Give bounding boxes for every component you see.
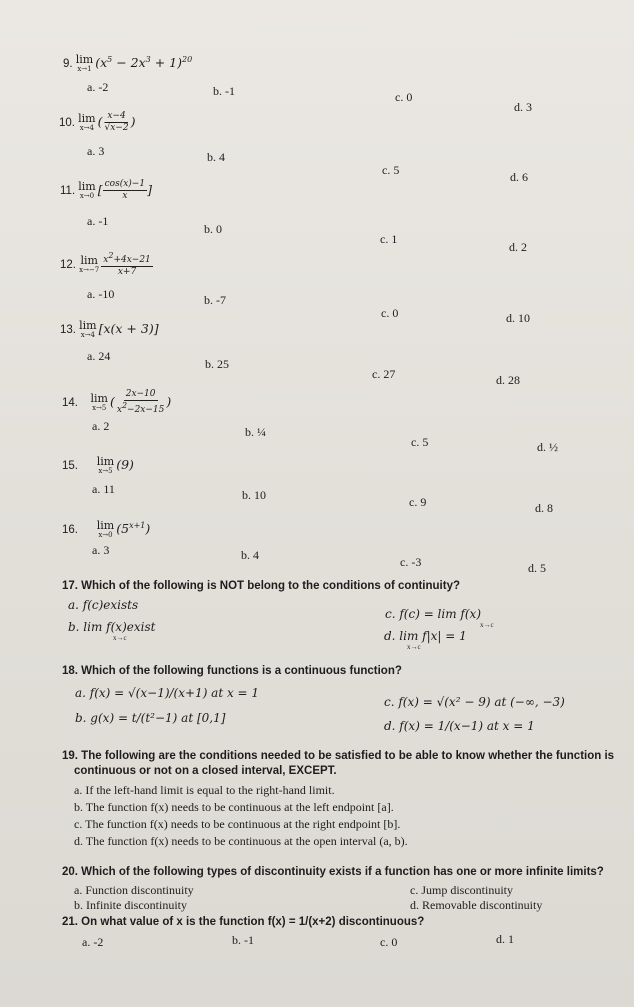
question-expression: lim x→0 $(5^{x+1})$ [96, 519, 151, 539]
option-a[interactable]: a. f(c)exists [68, 598, 139, 612]
option-b[interactable]: b. -7 [204, 293, 226, 307]
option-a[interactable]: a. 3 [87, 144, 105, 158]
option-d[interactable]: d. lim f|x| = 1 [384, 629, 467, 643]
question-14 [62, 390, 171, 415]
question-number: 11. [60, 185, 76, 197]
limit-subscript: x→0 [79, 192, 95, 200]
question-expression: lim x→5 ( $\frac{2x-10}{x2-2x-15}$ ) [90, 389, 172, 415]
question-9 [63, 54, 192, 73]
option-d[interactable]: d. ½ [537, 440, 558, 454]
limit-subscript: x→0 [98, 531, 113, 539]
option-a[interactable]: a. -2 [82, 935, 104, 949]
question-expression: lim x→5 (9) [96, 455, 134, 475]
option-a[interactable]: a. -1 [87, 214, 109, 228]
option-c[interactable]: c. 5 [382, 163, 400, 177]
limit-subscript: x→1 [77, 65, 92, 73]
option-d[interactable]: d. 6 [510, 170, 528, 184]
option-c[interactable]: c. 9 [409, 495, 427, 509]
option-b[interactable]: b. ¼ [245, 425, 266, 439]
question-expression: lim x→4 [x(x + 3)] [79, 319, 159, 339]
option-d[interactable]: d. The function f(x) needs to be continuous at the open interval (a, b). [74, 834, 408, 848]
question-number: 12. [60, 259, 76, 271]
question-10 [59, 112, 135, 133]
limit-subscript: x→c [113, 634, 127, 642]
question-16 [62, 520, 150, 539]
option-c[interactable]: c. -3 [400, 555, 422, 569]
option-a[interactable]: a. 3 [92, 543, 110, 557]
question-20: 20. Which of the following types of discontinuity exists if a function has one or more infinite limits? [62, 866, 604, 878]
option-b[interactable]: b. Infinite discontinuity [74, 898, 187, 912]
option-a[interactable]: a. 2 [92, 419, 110, 433]
option-b[interactable]: b. The function f(x) needs to be continuous at the left endpoint [a]. [74, 800, 394, 814]
option-a[interactable]: a. -2 [87, 80, 109, 94]
option-c[interactable]: c. 5 [411, 435, 429, 449]
option-b[interactable]: b. lim f(x)exist [68, 620, 156, 634]
question-11 [60, 180, 152, 201]
option-b[interactable]: b. 25 [205, 357, 229, 371]
option-a[interactable]: a. -10 [87, 287, 115, 301]
option-b[interactable]: b. -1 [232, 933, 254, 947]
option-d[interactable]: d. Removable discontinuity [410, 898, 543, 912]
option-b[interactable]: b. 4 [207, 150, 225, 164]
option-b[interactable]: b. g(x) = t/(t²−1) at [0,1] [75, 711, 226, 725]
option-c[interactable]: c. f(c) = lim f(x) [385, 607, 481, 621]
limit-subscript: x→−7 [79, 266, 100, 274]
option-a[interactable]: a. If the left-hand limit is equal to the right-hand limit. [74, 783, 335, 797]
option-c[interactable]: c. 0 [381, 306, 399, 320]
option-b[interactable]: b. -1 [213, 84, 235, 98]
option-c[interactable]: c. 0 [380, 935, 398, 949]
option-a[interactable]: a. Function discontinuity [74, 883, 194, 897]
question-number: 15. [62, 460, 78, 472]
question-18: 18. Which of the following functions is a continuous function? [62, 665, 402, 677]
option-d[interactable]: d. f(x) = 1/(x−1) at x = 1 [384, 719, 535, 733]
option-b[interactable]: b. 4 [241, 548, 259, 562]
question-12 [60, 252, 153, 277]
option-c[interactable]: c. Jump discontinuity [410, 883, 513, 897]
option-c[interactable]: c. f(x) = √(x² − 9) at (−∞, −3) [384, 695, 565, 709]
question-13 [60, 320, 159, 339]
option-a[interactable]: a. f(x) = √(x−1)/(x+1) at x = 1 [75, 686, 260, 700]
option-d[interactable]: d. 1 [496, 932, 514, 946]
question-expression: lim x→4 ( $\frac{x-4}{√x-2}$ ) [78, 111, 136, 133]
limit-subscript: x→4 [80, 331, 95, 339]
option-d[interactable]: d. 10 [506, 311, 530, 325]
option-d[interactable]: d. 5 [528, 561, 546, 575]
question-expression: lim x→0 [ $\frac{\cos(x)-1}{x}$ ] [78, 179, 152, 201]
question-number: 13. [60, 324, 76, 336]
option-a[interactable]: a. 24 [87, 349, 111, 363]
option-d[interactable]: d. 2 [509, 240, 527, 254]
question-expression: lim x→1 $(x^5 - 2x^3 + 1)^{20}$ [75, 53, 193, 73]
limit-subscript: x→c [480, 621, 494, 629]
option-c[interactable]: c. 0 [395, 90, 413, 104]
option-b[interactable]: b. 0 [204, 222, 222, 236]
question-19: 19. The following are the conditions needed to be satisfied to be able to know whether the function is [62, 750, 615, 762]
limit-subscript: x→5 [98, 467, 113, 475]
option-d[interactable]: d. 3 [514, 100, 532, 114]
question-number: 14. [62, 397, 78, 409]
option-c[interactable]: c. The function f(x) needs to be continuous at the right endpoint [b]. [74, 817, 401, 831]
question-21: 21. On what value of x is the function f(x) = 1/(x+2) discontinuous? [62, 916, 425, 928]
option-a[interactable]: a. 11 [92, 482, 115, 496]
question-15 [62, 456, 134, 475]
option-d[interactable]: d. 8 [535, 501, 553, 515]
question-number: 9. [63, 58, 73, 70]
question-number: 10. [59, 117, 75, 129]
option-b[interactable]: b. 10 [242, 488, 266, 502]
option-c[interactable]: c. 27 [372, 367, 396, 381]
question-expression: lim x→−7 $\frac{x2+4x-21}{x+7}$ [79, 251, 151, 277]
option-d[interactable]: d. 28 [496, 373, 520, 387]
question-number: 16. [62, 524, 78, 536]
limit-subscript: x→4 [79, 124, 94, 132]
option-c[interactable]: c. 1 [380, 232, 398, 246]
limit-subscript: x→5 [92, 404, 107, 412]
limit-subscript: x→c [407, 643, 421, 651]
question-17: 17. Which of the following is NOT belong to the conditions of continuity? [62, 580, 460, 592]
question-19-continued: continuous or not on a closed interval, EXCEPT. [74, 765, 337, 777]
